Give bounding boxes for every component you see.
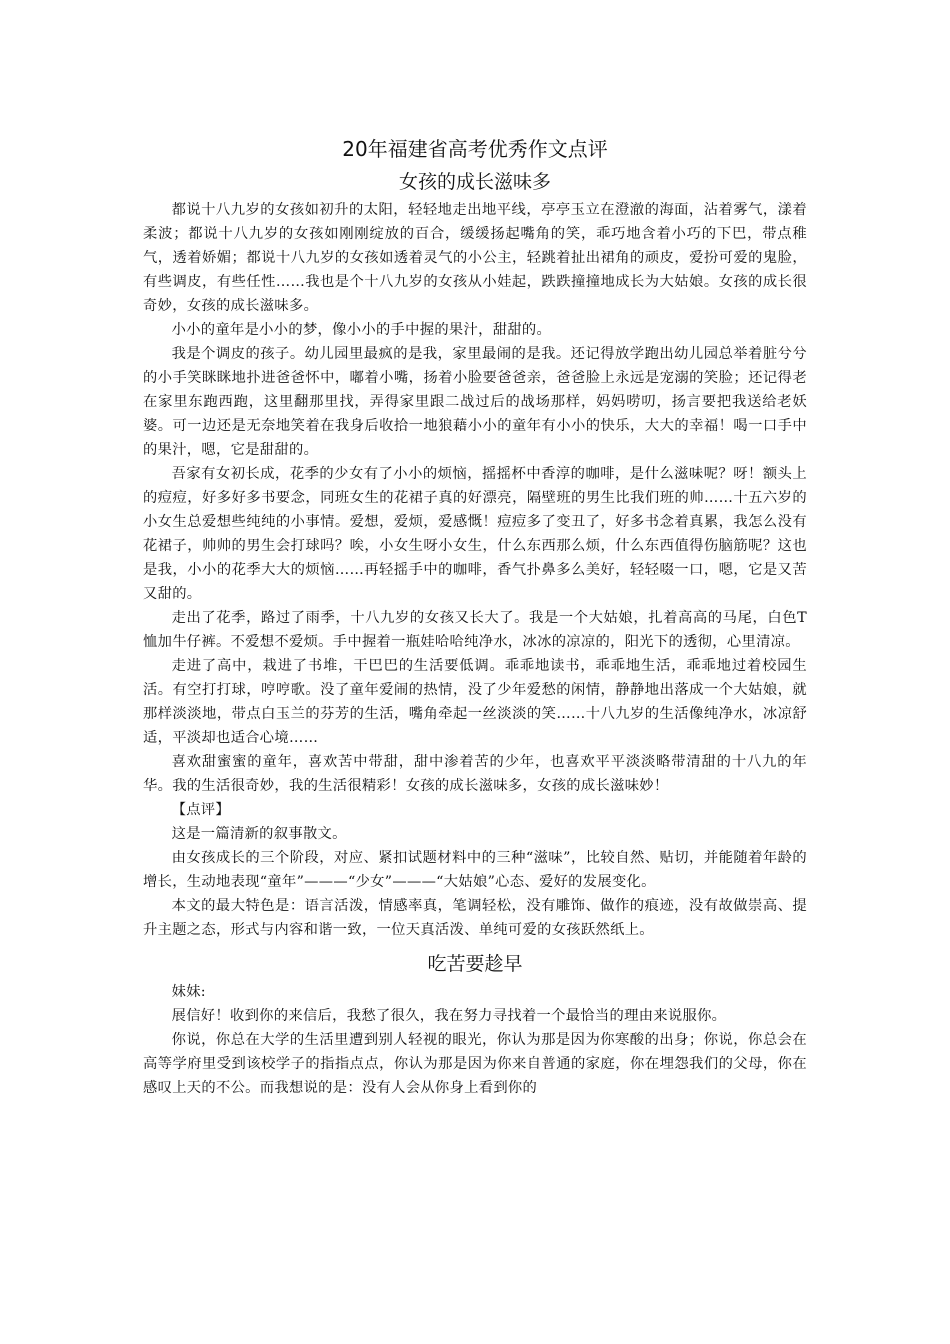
- review-paragraph: 本文的最大特色是：语言活泼，情感率真，笔调轻松，没有雕饰、做作的痕迹，没有故做崇高、提升主题之态，形式与内容和谐一致，一位天真活泼、单纯可爱的女孩跃然纸上。: [143, 898, 807, 938]
- review-heading: 【点评】: [171, 802, 230, 818]
- essay1-paragraph: 吾家有女初长成，花季的少女有了小小的烦恼，摇摇杯中香淳的咖啡，是什么滋味呢？呀！额头上的痘痘，好多好多书要念，同班女生的花裙子真的好漂亮，隔壁班的男生比我们班的帅……十五六岁的小女生总爱想些纯纯的小事情。爱想，爱烦，爱感慨！痘痘多了变丑了，好多书念着真累，我怎么没有花裙子，帅帅的男生会打球吗？唉，小女生呀小女生，什么东西那么烦，什么东西值得伤脑筋呢？这也是我，小小的花季大大的烦恼……再轻摇手中的咖啡，香气扑鼻多么美好，轻轻啜一口，嗯，它是又苦又甜的。: [143, 466, 807, 602]
- essay1-paragraph: 走出了花季，路过了雨季，十八九岁的女孩又长大了。我是一个大姑娘，扎着高高的马尾，白色T恤加牛仔裤。不爱想不爱烦。手中握着一瓶娃哈哈纯净水，冰冰的凉凉的，阳光下的透彻，心里清凉。: [143, 610, 807, 650]
- document-title: 20年福建省高考优秀作文点评: [342, 137, 608, 161]
- essay2-paragraph: 展信好！收到你的来信后，我愁了很久，我在努力寻找着一个最恰当的理由来说服你。: [171, 1008, 727, 1024]
- essay1-paragraph: 走进了高中，栽进了书堆，干巴巴的生活要低调。乖乖地读书，乖乖地生活，乖乖地过着校园生活。有空打打球，哼哼歌。没了童年爱闹的热情，没了少年爱愁的闲情，静静地出落成一个大姑娘，就那样淡淡地，带点白玉兰的芬芳的生活，嘴角牵起一丝淡淡的笑……十八九岁的生活像纯净水，冰凉舒适，平淡却也适合心境……: [143, 658, 807, 746]
- document-page: [143, 132, 807, 1100]
- essay1-paragraph: 小小的童年是小小的梦，像小小的手中握的果汁，甜甜的。: [171, 322, 552, 338]
- essay-title-1: 女孩的成长滋味多: [398, 171, 551, 193]
- essay1-paragraph: 喜欢甜蜜蜜的童年，喜欢苦中带甜，甜中渗着苦的少年，也喜欢平平淡淡略带清甜的十八九的年华。我的生活很奇妙，我的生活很精彩！女孩的成长滋味多，女孩的成长滋味妙！: [143, 754, 807, 794]
- review-paragraph: 由女孩成长的三个阶段，对应、紧扣试题材料中的三种“滋味”，比较自然、贴切，并能随着年龄的增长，生动地表现“童年”———“少女”———“大姑娘”心态、爱好的发展变化。: [143, 850, 807, 890]
- essay1-paragraph: 都说十八九岁的女孩如初升的太阳，轻轻地走出地平线，亭亭玉立在澄澈的海面，沾着雾气，漾着柔波；都说十八九岁的女孩如刚刚绽放的百合，缓缓扬起嘴角的笑，乖巧地含着小巧的下巴，带点稚气，透着娇媚；都说十八九岁的女孩如透着灵气的小公主，轻跳着扯出裙角的顽皮，爱扮可爱的鬼脸，有些调皮，有些任性……我也是个十八九岁的女孩从小娃起，跌跌撞撞地成长为大姑娘。女孩的成长很奇妙，女孩的成长滋味多。: [143, 202, 807, 314]
- review-paragraph: 这是一篇清新的叙事散文。: [171, 826, 347, 842]
- letter-salutation: 妹妹:: [171, 984, 206, 1000]
- essay-title-2: 吃苦要趁早: [427, 953, 523, 975]
- essay1-paragraph: 我是个调皮的孩子。幼儿园里最疯的是我，家里最闹的是我。还记得放学跑出幼儿园总举着脏兮兮的小手笑眯眯地扑进爸爸怀中，嘟着小嘴，扬着小脸要爸爸亲，爸爸脸上永远是宠溺的笑脸；还记得老在家里东跑西跑，这里翻那里找，弄得家里跟二战过后的战场那样，妈妈唠叨，扬言要把我送给老妖婆。可一边还是无奈地笑着在我身后收拾一地狼藉小小的童年有小小的快乐，大大的幸福！喝一口手中的果汁，嗯，它是甜甜的。: [143, 346, 807, 458]
- essay2-paragraph: 你说，你总在大学的生活里遭到别人轻视的眼光，你认为那是因为你寒酸的出身；你说，你总会在高等学府里受到该校学子的指指点点，你认为那是因为你来自普通的家庭，你在埋怨我们的父母，你在感叹上天的不公。而我想说的是：没有人会从你身上看到你的: [143, 1032, 807, 1096]
